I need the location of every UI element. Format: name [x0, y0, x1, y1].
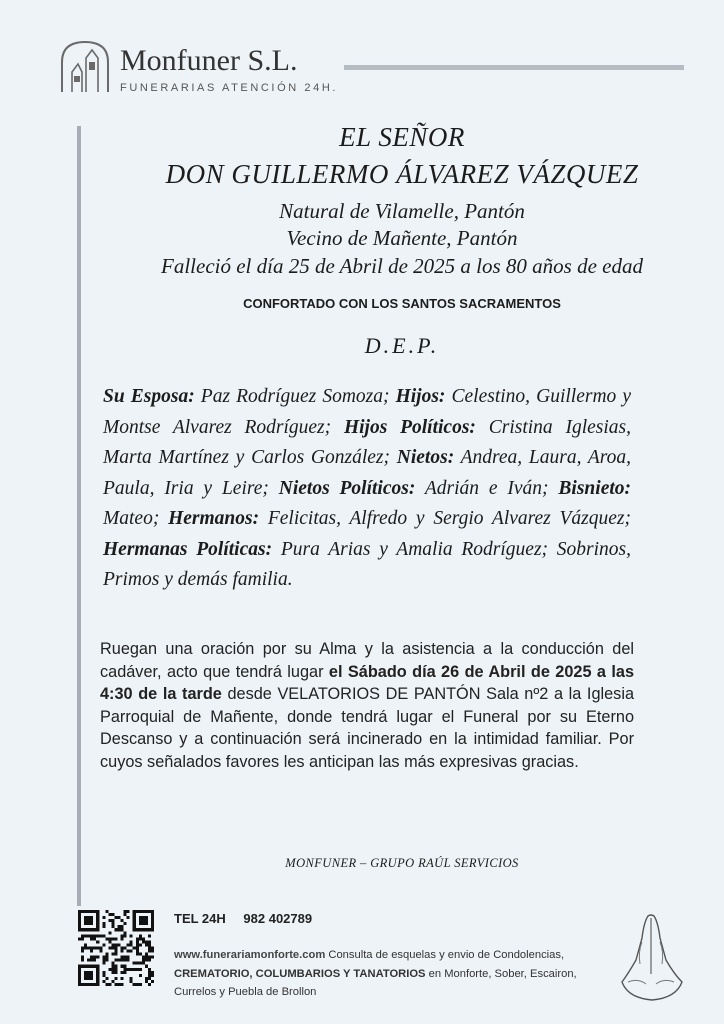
hermanos-label: Hermanos: [168, 508, 260, 529]
esposa-value: Paz Rodríguez Somoza; [200, 386, 390, 407]
hijos-label: Hijos: [395, 386, 446, 407]
signature: MONFUNER – GRUPO RAÚL SERVICIOS [285, 856, 519, 870]
hijos-politicos-label: Hijos Políticos: [343, 416, 476, 438]
death-date-line: Falleció el día 25 de Abril de 2025 a los 80 años de edad [161, 254, 643, 278]
hijos-value: Celestino, Guillermo y Montse Alvarez Rodríguez; [103, 386, 632, 438]
arch-logo-icon [58, 38, 112, 94]
natural-line: Natural de Vilamelle, Pantón [279, 199, 525, 223]
bisnieto-value: Mateo; [103, 508, 160, 529]
funeral-notice [100, 638, 634, 773]
phone-label: TEL 24H [174, 911, 226, 926]
qr-code-icon[interactable] [78, 910, 154, 986]
hermanas-politicas-label: Hermanas Políticas: [103, 538, 273, 560]
phone-line [174, 911, 326, 926]
header-rule [344, 65, 684, 70]
hermanos-value: Felicitas, Alfredo y Sergio Alvarez Vázquez; [267, 508, 632, 529]
nietos-politicos-label: Nietos Políticos: [278, 477, 416, 499]
esposa-label: Su Esposa: [103, 386, 195, 407]
dep-line: D.E.P. [364, 333, 440, 358]
vecino-line: Vecino de Mañente, Pantón [286, 226, 518, 250]
nietos-politicos-value: Adrián e Iván; [424, 477, 549, 499]
hijos-politicos-value: Cristina Iglesias, Marta Martínez y Carlos González; [103, 416, 631, 468]
deceased-name: DON GUILLERMO ÁLVAREZ VÁZQUEZ [165, 159, 639, 189]
footer-line2: en Monforte, Sober, Escairon, Currelos y Puebla de Brollon [174, 967, 577, 998]
brand-name: Monfuner S.L. [120, 44, 298, 77]
notice-intro: Ruegan una oración por su Alma y la asistencia a la conducción del cadáver, acto que tendrá lugar [100, 640, 634, 681]
brand-tagline: FUNERARIAS ATENCIÓN 24H. [120, 82, 339, 94]
nietos-label: Nietos: [396, 447, 455, 468]
praying-hands-icon [618, 912, 686, 1004]
website-link[interactable]: www.funerariamonforte.com [174, 949, 326, 961]
nietos-value: Andrea, Laura, Aroa, Paula, Iria y Leire; [103, 447, 632, 499]
footer-line1: Consulta de esquelas y envio de Condolencias, [328, 949, 565, 961]
side-rule [77, 126, 81, 906]
sacraments-line: CONFORTADO CON LOS SANTOS SACRAMENTOS [243, 296, 561, 311]
heading-title: EL SEÑOR [339, 122, 465, 152]
footer-text [174, 946, 604, 1002]
notice-details: desde VELATORIOS DE PANTÓN Sala nº2 a la Iglesia Parroquial de Mañente, donde tendrá lugar el Funeral por su Eterno Descanso y a continuación será incinerado en la intimidad familiar. Por cuyos señalados favores les anticipan las más expresivas gracias. [100, 685, 634, 771]
bisnieto-label: Bisnieto: [558, 477, 632, 499]
family-paragraph [103, 382, 631, 596]
notice-date: el Sábado día 26 de Abril de 2025 a las 4:30 de la tarde [100, 662, 635, 703]
phone-number[interactable]: 982 402789 [243, 911, 313, 926]
footer-services: CREMATORIO, COLUMBARIOS Y TANATORIOS [174, 967, 426, 980]
hermanas-politicas-value: Pura Arias y Amalia Rodríguez; Sobrinos, Primos y demás familia. [103, 538, 631, 590]
